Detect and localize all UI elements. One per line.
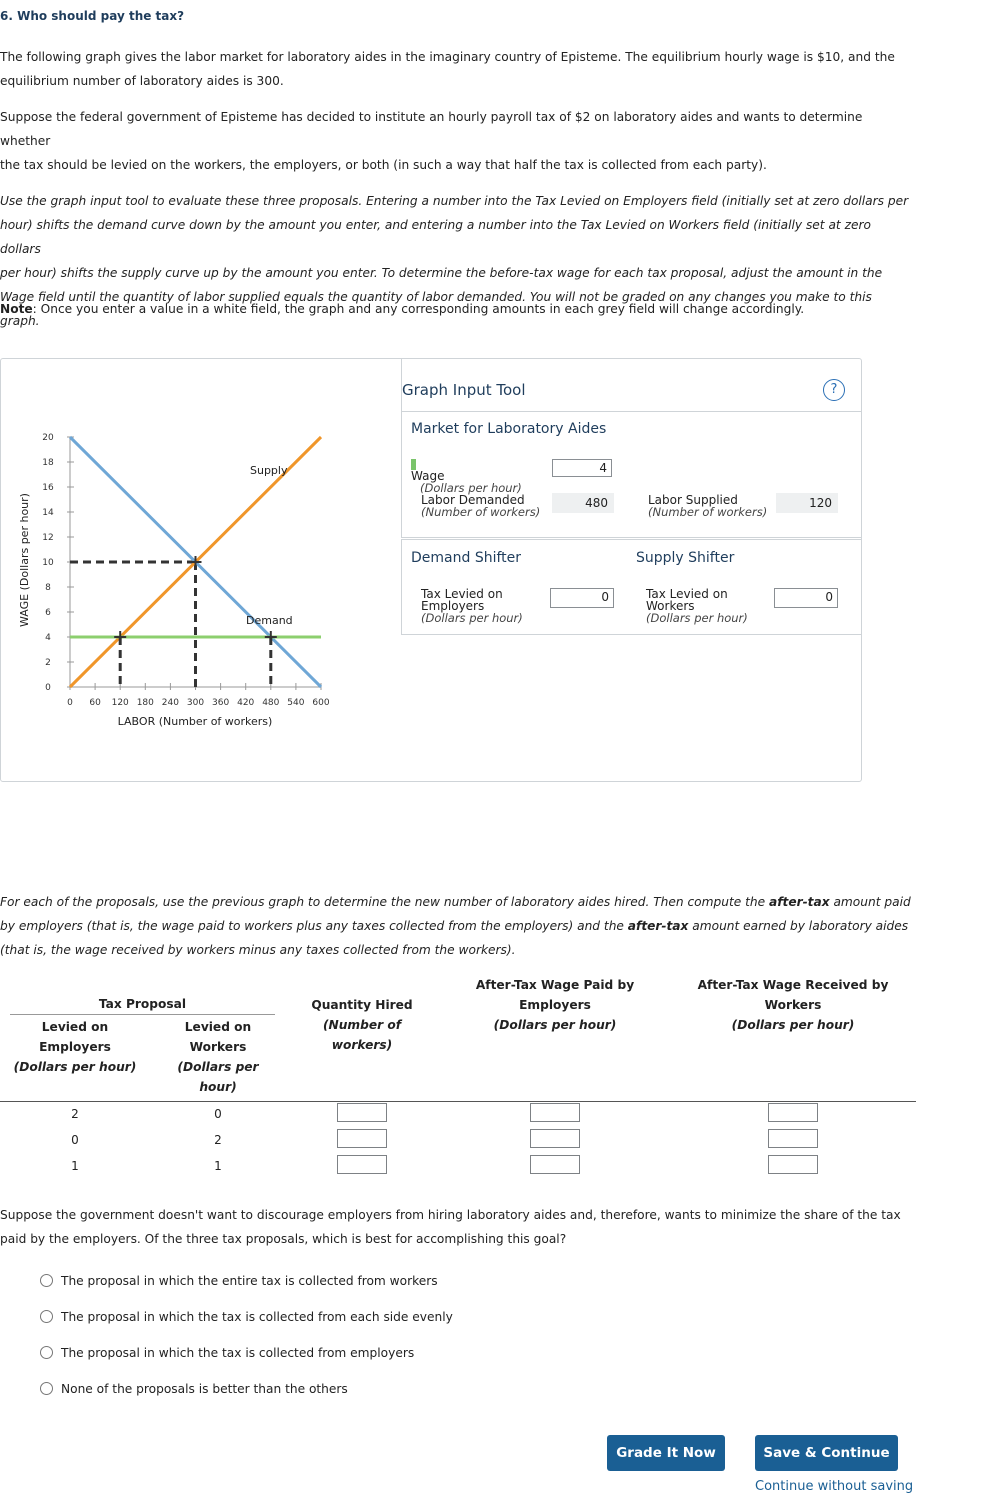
y-tick-label: 16 [42, 483, 54, 493]
supply-shifter-title: Supply Shifter [636, 550, 735, 566]
wage-paid-header: After-Tax Wage Paid by Employers (Dollars per hour) [475, 978, 635, 1032]
wage-received-input[interactable] [768, 1155, 818, 1174]
levied-workers-header: Levied on Workers (Dollars per hour) [177, 1020, 259, 1094]
row-levied-employers: 1 [71, 1159, 79, 1173]
y-tick-label: 0 [45, 683, 51, 693]
wage-input[interactable]: 4 [552, 459, 612, 477]
supply-label: Supply [250, 464, 288, 477]
y-tick-label: 14 [42, 508, 54, 518]
y-tick-label: 10 [42, 558, 54, 568]
tax-proposal-header: Tax Proposal [10, 994, 275, 1015]
quantity-hired-header: Quantity Hired (Number of workers) [311, 998, 413, 1052]
option-workers[interactable]: The proposal in which the entire tax is collected from workers [40, 1274, 438, 1288]
instructions-paragraph: Use the graph input tool to evaluate these three proposals. Entering a number into the Tax Levied on Employers field (initially set at zero dollars per hour) shifts the demand curve down by the amount you enter, and entering a number into the Tax Levied on Workers field (initially set at zero dollars per hour) shifts the supply curve up by the amount you enter. To determine the before-tax wage for each tax proposal, adjust the amount in the Wage field until the quantity of labor supplied equals the quantity of labor demanded. You will not be graded on any changes you make to this graph. [0, 194, 909, 328]
row-levied-employers: 0 [71, 1133, 79, 1147]
x-tick-label: 60 [89, 698, 101, 708]
x-tick-label: 480 [262, 698, 280, 708]
option-none[interactable]: None of the proposals is better than the others [40, 1382, 348, 1396]
table-divider [0, 1101, 916, 1102]
labor-supplied-value: 120 [776, 493, 838, 513]
tool-header [401, 359, 862, 412]
x-axis-label: LABOR (Number of workers) [117, 715, 273, 728]
quantity-hired-input[interactable] [337, 1155, 387, 1174]
proposal-instructions: For each of the proposals, use the previous graph to determine the new number of laboratory aides hired. Then compute the after-tax amount paid by employers (that is, the wage paid to workers plus any taxes collected from the employers) and the after-tax amount earned by laboratory aides (that is, the wage received by workers minus any taxes collected from the workers). [0, 895, 911, 957]
market-title: Market for Laboratory Aides [411, 421, 607, 437]
tax-employers-input[interactable]: 0 [550, 588, 614, 608]
graph-tool [0, 358, 862, 782]
radio-icon[interactable] [40, 1382, 53, 1395]
x-tick-label: 120 [111, 698, 129, 708]
tool-title: Graph Input Tool [402, 381, 526, 399]
x-tick-label: 300 [186, 698, 205, 708]
market-panel [401, 411, 862, 538]
y-tick-label: 4 [45, 633, 51, 643]
row-levied-employers: 2 [71, 1107, 79, 1121]
note: Note: Once you enter a value in a white field, the graph and any corresponding amounts in each grey field will change accordingly. [0, 302, 805, 316]
quantity-hired-input[interactable] [337, 1103, 387, 1122]
save-continue-button[interactable]: Save & Continue [755, 1435, 898, 1471]
labor-supplied-label: Labor Supplied (Number of workers) [648, 493, 768, 519]
x-tick-label: 240 [161, 698, 179, 708]
help-icon[interactable]: ? [823, 379, 845, 401]
continue-link[interactable]: Continue without saving [755, 1479, 914, 1494]
wage-label: Wage (Dollars per hour) [411, 459, 522, 494]
x-tick-label: 420 [237, 698, 255, 708]
wage-received-input[interactable] [768, 1129, 818, 1148]
radio-icon[interactable] [40, 1274, 53, 1287]
x-tick-label: 0 [67, 698, 73, 708]
quantity-hired-input[interactable] [337, 1129, 387, 1148]
labor-market-chart[interactable] [1, 359, 399, 779]
shifter-panel [401, 539, 862, 635]
wage-received-input[interactable] [768, 1103, 818, 1122]
x-tick-label: 540 [287, 698, 305, 708]
option-employers[interactable]: The proposal in which the tax is collected from employers [40, 1346, 414, 1360]
grade-button[interactable]: Grade It Now [607, 1435, 725, 1471]
intro-paragraph: The following graph gives the labor market for laboratory aides in the imaginary country of Episteme. The equilibrium hourly wage is $10, and the equilibrium number of laboratory aides is 300. [0, 50, 895, 88]
wage-paid-input[interactable] [530, 1103, 580, 1122]
x-tick-label: 360 [212, 698, 230, 708]
wage-paid-input[interactable] [530, 1129, 580, 1148]
wage-paid-input[interactable] [530, 1155, 580, 1174]
tax-workers-input[interactable]: 0 [774, 588, 838, 608]
y-tick-label: 2 [45, 658, 51, 668]
wage-received-header: After-Tax Wage Received by Workers (Dollars per hour) [697, 978, 889, 1032]
tax-workers-label: Tax Levied on Workers (Dollars per hour) [646, 587, 748, 625]
y-tick-label: 8 [45, 583, 51, 593]
demand-shifter-title: Demand Shifter [411, 550, 522, 566]
tax-paragraph: Suppose the federal government of Episteme has decided to institute an hourly payroll tax of $2 on laboratory aides and wants to determine whether the tax should be levied on the workers, the employers, or both (in such a way that half the tax is collected from each party). [0, 110, 863, 172]
y-tick-label: 12 [42, 533, 54, 543]
x-tick-label: 180 [136, 698, 154, 708]
row-levied-workers: 0 [214, 1107, 222, 1121]
radio-icon[interactable] [40, 1310, 53, 1323]
option-evenly[interactable]: The proposal in which the tax is collected from each side evenly [40, 1310, 453, 1324]
labor-demanded-label: Labor Demanded (Number of workers) [421, 493, 541, 519]
row-levied-workers: 1 [214, 1159, 222, 1173]
x-tick-label: 600 [312, 698, 330, 708]
levied-employers-header: Levied on Employers (Dollars per hour) [13, 1020, 137, 1074]
demand-label: Demand [246, 614, 293, 627]
question-title: 6. Who should pay the tax? [0, 9, 185, 23]
y-tick-label: 20 [42, 433, 54, 443]
y-axis-label: WAGE (Dollars per hour) [18, 493, 31, 627]
y-tick-label: 6 [45, 608, 51, 618]
radio-icon[interactable] [40, 1346, 53, 1359]
row-levied-workers: 2 [214, 1133, 222, 1147]
labor-demanded-value: 480 [552, 493, 614, 513]
y-tick-label: 18 [42, 458, 54, 468]
goal-question: Suppose the government doesn't want to discourage employers from hiring laboratory aides and, therefore, wants to minimize the share of the tax paid by the employers. Of the three tax proposals, which is best for accomplishing this goal? [0, 1208, 901, 1246]
tax-employers-label: Tax Levied on Employers (Dollars per hour) [421, 587, 523, 625]
